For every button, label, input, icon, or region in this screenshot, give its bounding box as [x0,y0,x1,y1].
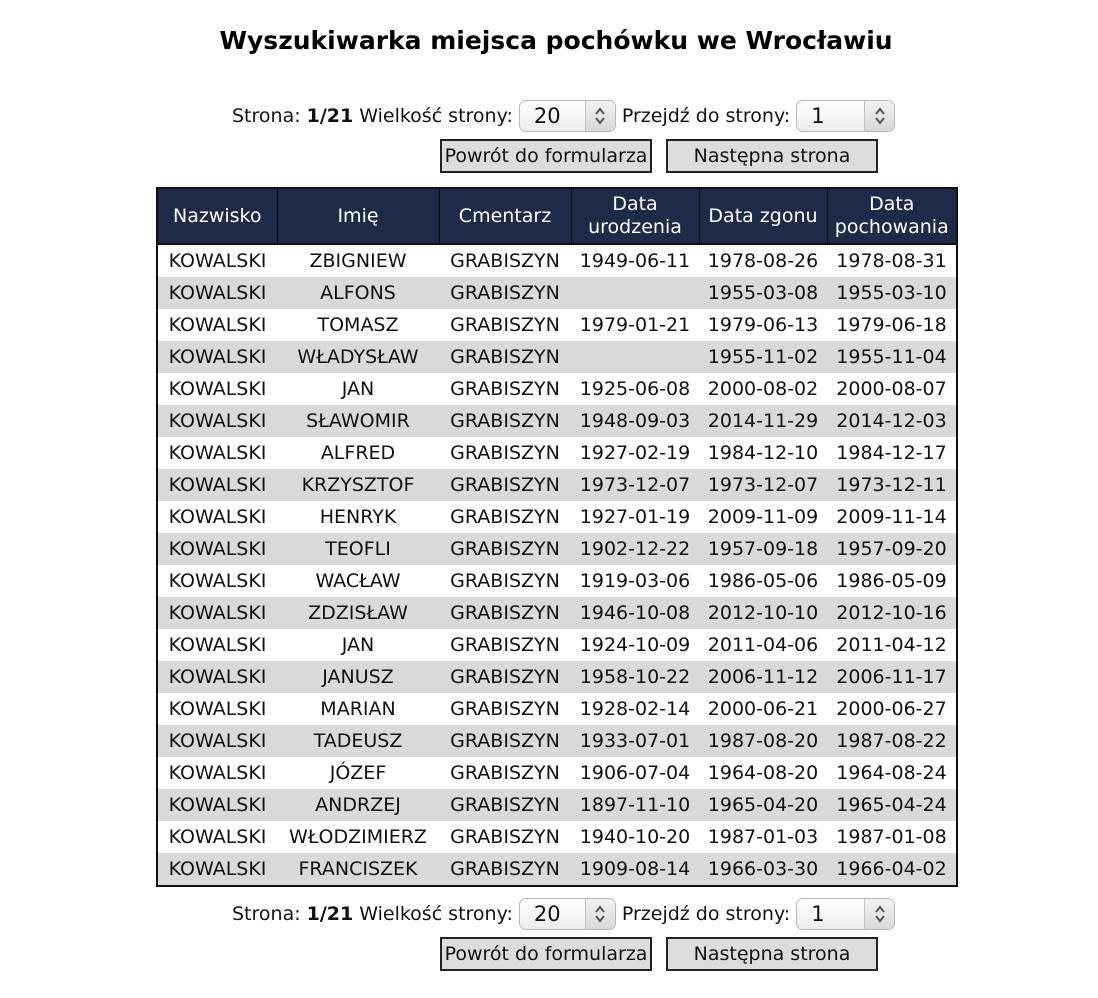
first-name-cell: ALFRED [320,442,396,464]
birth-date-cell: 1902-12-22 [571,533,699,565]
burial-date-cell: 2009-11-14 [836,506,947,528]
cemetery-cell: GRABISZYN [439,341,571,373]
page-label: Strona: [232,903,301,925]
burial-date-cell: 1984-12-17 [836,442,947,464]
first-name-cell: WŁADYSŁAW [277,341,439,373]
surname-cell: KOWALSKI [157,341,277,373]
goto-page-select[interactable] [796,100,895,132]
surname-cell: KOWALSKI [157,789,277,821]
first-name-cell: ZDZISŁAW [277,597,439,629]
surname-cell: KOWALSKI [168,506,267,528]
page-size-label: Wielkość strony: [359,105,513,127]
results-table [156,187,958,887]
next-page-button[interactable]: Następna strona [666,139,878,173]
cemetery-cell: GRABISZYN [450,570,560,592]
birth-date-cell: 1927-02-19 [579,442,691,464]
table-row [157,725,957,757]
burial-date-cell: 1955-11-04 [827,341,957,373]
death-date-cell: 1987-08-20 [699,725,827,757]
cemetery-cell: GRABISZYN [439,277,571,309]
surname-cell: KOWALSKI [168,250,267,272]
table-row [157,789,957,821]
burial-date-cell: 1957-09-20 [827,533,957,565]
surname-cell: KOWALSKI [157,661,277,693]
death-date-cell: 2012-10-10 [699,597,827,629]
birth-date-cell: 1927-01-19 [579,506,691,528]
stepper-arrows-icon [585,101,615,131]
first-name-cell: ALFONS [277,277,439,309]
goto-page-value: 1 [811,104,825,128]
birth-date-cell [571,277,699,309]
birth-date-cell: 1924-10-09 [579,634,691,656]
birth-date-cell: 1919-03-06 [579,570,691,592]
table-row [157,661,957,693]
first-name-cell: JAN [341,378,375,400]
cemetery-cell: GRABISZYN [439,853,571,886]
page-label: Strona: [232,105,301,127]
death-date-cell: 1955-11-02 [699,341,827,373]
burial-date-cell: 2006-11-17 [827,661,957,693]
birth-date-cell: 1973-12-07 [571,469,699,501]
death-date-cell: 1986-05-06 [707,570,819,592]
page-indicator: 1/21 [306,903,354,925]
death-date-cell: 2000-06-21 [707,698,819,720]
first-name-cell: SŁAWOMIR [277,405,439,437]
table-row [157,757,957,789]
table-row [157,501,957,533]
birth-date-cell: 1948-09-03 [571,405,699,437]
cemetery-cell: GRABISZYN [450,634,560,656]
death-date-cell: 1973-12-07 [699,469,827,501]
back-to-form-button[interactable]: Powrót do formularza [440,139,652,173]
back-to-form-button[interactable]: Powrót do formularza [440,937,652,971]
stepper-arrows-icon [864,101,894,131]
death-date-cell: 2014-11-29 [699,405,827,437]
first-name-cell: JAN [341,634,375,656]
surname-cell: KOWALSKI [168,442,267,464]
page-title: Wyszukiwarka miejsca pochówku we Wrocławiu [219,26,893,55]
surname-cell: KOWALSKI [168,634,267,656]
page-size-value: 20 [533,104,561,128]
burial-date-cell: 1978-08-31 [836,250,947,272]
surname-cell: KOWALSKI [168,378,267,400]
death-date-cell: 1987-01-03 [707,826,819,848]
birth-date-cell: 1979-01-21 [579,314,691,336]
cemetery-cell: GRABISZYN [450,250,560,272]
page-size-select[interactable] [519,898,616,930]
table-row [157,597,957,629]
birth-date-cell: 1958-10-22 [571,661,699,693]
cemetery-cell: GRABISZYN [439,661,571,693]
column-header-birth-date: Data urodzenia [571,188,699,244]
burial-date-cell: 1986-05-09 [836,570,947,592]
table-row [157,373,957,405]
table-row [157,469,957,501]
cemetery-cell: GRABISZYN [450,442,560,464]
table-row [157,405,957,437]
death-date-cell: 2009-11-09 [707,506,819,528]
column-header-death-date: Data zgonu [699,188,827,244]
burial-date-cell: 1987-08-22 [827,725,957,757]
cemetery-cell: GRABISZYN [450,378,560,400]
table-row [157,309,957,341]
birth-date-cell: 1940-10-20 [579,826,691,848]
cemetery-cell: GRABISZYN [439,469,571,501]
burial-date-cell: 1966-04-02 [827,853,957,886]
goto-page-label: Przejdź do strony: [621,903,791,925]
birth-date-cell [571,341,699,373]
surname-cell: KOWALSKI [157,469,277,501]
goto-page-value: 1 [811,902,825,926]
birth-date-cell: 1906-07-04 [579,762,691,784]
pager-bottom [232,897,892,931]
surname-cell: KOWALSKI [168,314,267,336]
death-date-cell: 1964-08-20 [707,762,819,784]
first-name-cell: TEOFLI [277,533,439,565]
cemetery-cell: GRABISZYN [450,826,560,848]
page-size-select[interactable] [519,100,616,132]
cemetery-cell: GRABISZYN [439,533,571,565]
burial-date-cell: 1979-06-18 [836,314,947,336]
surname-cell: KOWALSKI [168,570,267,592]
table-row [157,853,957,886]
table-row [157,565,957,597]
death-date-cell: 1978-08-26 [707,250,819,272]
first-name-cell: KRZYSZTOF [277,469,439,501]
table-row [157,821,957,853]
surname-cell: KOWALSKI [157,597,277,629]
birth-date-cell: 1946-10-08 [571,597,699,629]
burial-date-cell: 1973-12-11 [827,469,957,501]
burial-date-cell: 2011-04-12 [836,634,947,656]
burial-date-cell: 1965-04-24 [827,789,957,821]
cemetery-cell: GRABISZYN [450,314,560,336]
column-header-cemetery: Cmentarz [439,188,571,244]
cemetery-cell: GRABISZYN [450,506,560,528]
burial-date-cell: 1964-08-24 [836,762,947,784]
table-row [157,533,957,565]
page-size-label: Wielkość strony: [359,903,513,925]
page-size-value: 20 [533,902,561,926]
birth-date-cell: 1925-06-08 [579,378,691,400]
surname-cell: KOWALSKI [157,853,277,886]
first-name-cell: JÓZEF [329,762,387,784]
death-date-cell: 1955-03-08 [699,277,827,309]
birth-date-cell: 1933-07-01 [571,725,699,757]
birth-date-cell: 1949-06-11 [579,250,691,272]
death-date-cell: 1966-03-30 [699,853,827,886]
goto-page-label: Przejdź do strony: [621,105,791,127]
surname-cell: KOWALSKI [157,405,277,437]
cemetery-cell: GRABISZYN [439,789,571,821]
surname-cell: KOWALSKI [168,762,267,784]
column-header-burial-date: Data pochowania [827,188,957,244]
surname-cell: KOWALSKI [157,725,277,757]
surname-cell: KOWALSKI [168,698,267,720]
cemetery-cell: GRABISZYN [450,762,560,784]
birth-date-cell: 1928-02-14 [579,698,691,720]
surname-cell: KOWALSKI [168,826,267,848]
goto-page-select[interactable] [796,898,895,930]
table-row [157,277,957,309]
stepper-arrows-icon [585,899,615,929]
first-name-cell: MARIAN [320,698,396,720]
burial-date-cell: 1955-03-10 [827,277,957,309]
surname-cell: KOWALSKI [157,533,277,565]
pager-top [232,99,892,133]
cemetery-cell: GRABISZYN [439,405,571,437]
surname-cell: KOWALSKI [157,277,277,309]
first-name-cell: ZBIGNIEW [309,250,407,272]
column-header-surname: Nazwisko [157,188,277,244]
table-row [157,244,957,277]
first-name-cell: HENRYK [319,506,397,528]
death-date-cell: 1984-12-10 [707,442,819,464]
cemetery-cell: GRABISZYN [439,597,571,629]
table-row [157,693,957,725]
death-date-cell: 2011-04-06 [707,634,819,656]
table-header-row [157,188,957,244]
death-date-cell: 1979-06-13 [707,314,819,336]
burial-date-cell: 2000-06-27 [836,698,947,720]
table-row [157,629,957,661]
first-name-cell: WŁODZIMIERZ [289,826,427,848]
burial-date-cell: 1987-01-08 [836,826,947,848]
birth-date-cell: 1909-08-14 [571,853,699,886]
first-name-cell: TADEUSZ [277,725,439,757]
first-name-cell: WACŁAW [315,570,401,592]
next-page-button[interactable]: Następna strona [666,937,878,971]
first-name-cell: JANUSZ [277,661,439,693]
first-name-cell: ANDRZEJ [277,789,439,821]
burial-date-cell: 2014-12-03 [827,405,957,437]
death-date-cell: 2000-08-02 [707,378,819,400]
first-name-cell: FRANCISZEK [277,853,439,886]
first-name-cell: TOMASZ [317,314,399,336]
stepper-arrows-icon [864,899,894,929]
birth-date-cell: 1897-11-10 [571,789,699,821]
cemetery-cell: GRABISZYN [450,698,560,720]
burial-date-cell: 2012-10-16 [827,597,957,629]
table-row [157,437,957,469]
column-header-first-name: Imię [277,188,439,244]
table-row [157,341,957,373]
death-date-cell: 2006-11-12 [699,661,827,693]
burial-date-cell: 2000-08-07 [836,378,947,400]
death-date-cell: 1957-09-18 [699,533,827,565]
death-date-cell: 1965-04-20 [699,789,827,821]
page-indicator: 1/21 [306,105,354,127]
cemetery-cell: GRABISZYN [439,725,571,757]
